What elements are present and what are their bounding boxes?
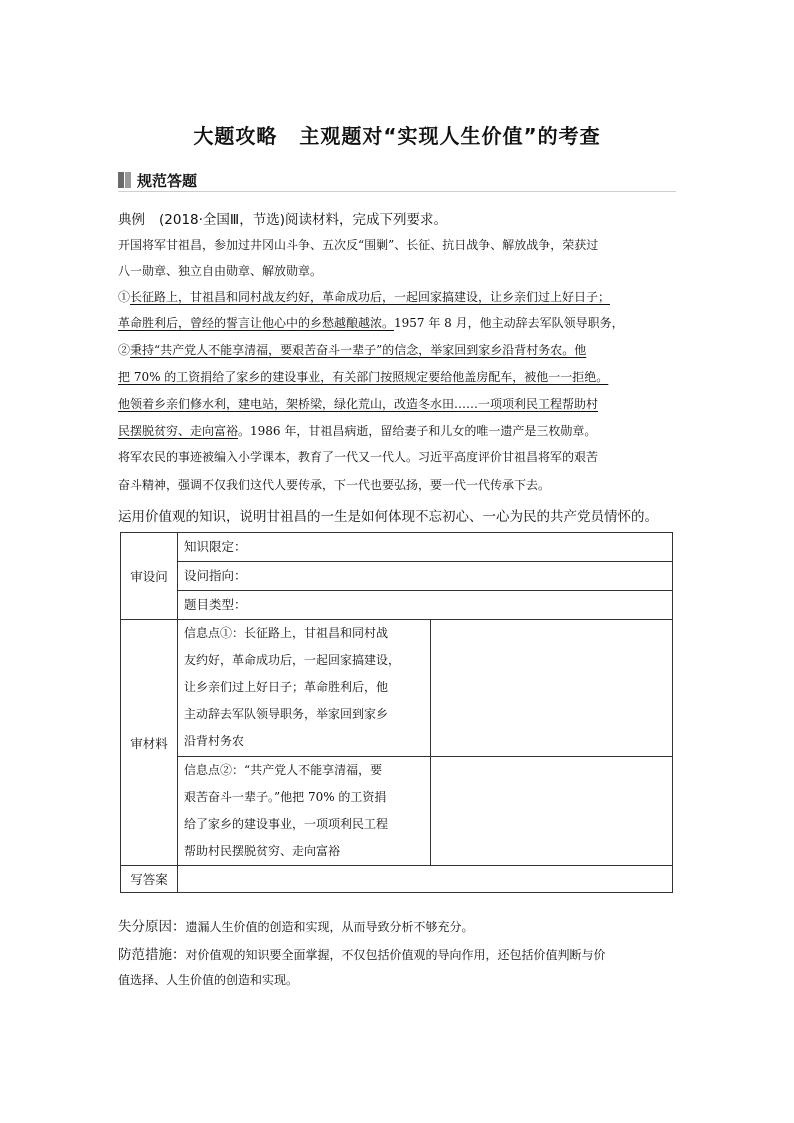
question-text: 运用价值观的知识，说明甘祖昌的一生是如何体现不忘初心、一心为民的共产党员情怀的。: [118, 509, 658, 525]
loss-cause-label: 失分原因：: [118, 919, 186, 935]
section-marker-icon-secondary: [125, 172, 131, 188]
info-point-1-cell: 信息点①：长征路上，甘祖昌和同村战 友约好，革命成功后，一起回家搞建设， 让乡亲们过上好日子；革命胜利后，他 主动辞去军队领导职务，举家回到家乡 沿背村务农: [178, 620, 431, 757]
p1-marker: ①: [118, 290, 131, 304]
p2-marker: ②: [118, 343, 131, 357]
material-p1-line1: [118, 288, 610, 305]
page-title: [0, 120, 794, 149]
material-p2-line1: [118, 341, 586, 358]
p2-line1-text: 秉持“共产党人不能享清福，要艰苦奋斗一辈子”的信念，举家回到家乡沿背村务农。他: [130, 343, 587, 357]
material-intro-line2: 八一勋章、独立自由勋章、解放勋章。: [118, 264, 323, 278]
section-divider: [118, 191, 676, 192]
xie-da-an-label: 写答案: [121, 866, 178, 893]
loss-cause-text: 遗漏人生价值的创造和实现，从而导致分析不够充分。: [185, 920, 474, 934]
shen-cai-label: 审材料: [121, 620, 178, 866]
title-part1: 大题攻略: [193, 124, 278, 148]
example-heading: [118, 208, 447, 228]
p1-line1-text: 长征路上，甘祖昌和同村战友约好，革命成功后，一起回家搞建设，让乡亲们过上好日子；: [130, 290, 611, 304]
info-point-2-answer-cell[interactable]: [431, 757, 673, 866]
section-heading: [118, 170, 197, 190]
p2-line4-underlined: 民摆脱贫穷、走向富裕: [118, 424, 239, 438]
prevention-text-line1: 对价值观的知识要全面掌握，不仅包括价值观的导向作用，还包括价值判断与价: [185, 948, 606, 962]
prevention-text-line2: 值选择、人生价值的创造和实现。: [118, 973, 299, 987]
example-source: (2018·全国Ⅲ，节选)阅读材料，完成下列要求。: [159, 212, 447, 228]
example-label: 典例: [118, 212, 145, 228]
answer-cell[interactable]: [178, 866, 673, 893]
shen-wen-label: 审设问: [121, 533, 178, 620]
section-label: 规范答题: [137, 171, 198, 190]
material-p2-line2: 把 70% 的工资捐给了家乡的建设事业，有关部门按照规定要给他盖房配车，被他一一拒绝。: [118, 370, 609, 384]
prevention-measure: [118, 943, 606, 963]
p1-line2-rest: 1957 年 8 月，他主动辞去军队领导职务，: [394, 316, 624, 330]
material-p1-line2: [118, 314, 624, 331]
material-p3-line2: 奋斗精神，强调不仅我们这代人要传承，下一代也要弘扬，要一代一代传承下去。: [118, 478, 551, 492]
section-marker-icon: [118, 172, 124, 188]
question-type-cell[interactable]: 题目类型：: [178, 591, 673, 620]
info-point-2-cell: 信息点②：“共产党人不能享清福，要 艰苦奋斗一辈子。”他把 70% 的工资捐 给了家乡的建设事业，一项项利民工程 帮助村民摆脱贫穷、走向富裕: [178, 757, 431, 866]
title-part2: 主观题对“实现人生价值”的考查: [299, 124, 601, 148]
p1-line2-underlined: 革命胜利后，曾经的誓言让他心中的乡愁越酿越浓。: [118, 316, 395, 330]
material-p2-line3: 他领着乡亲们修水利，建电站，架桥梁，绿化荒山，改造冬水田……一项项利民工程帮助村: [118, 397, 599, 411]
material-p3-line1: 将军农民的事迹被编入小学课本，教育了一代又一代人。习近平高度评价甘祖昌将军的艰苦: [118, 450, 599, 464]
knowledge-limit-cell[interactable]: 知识限定：: [178, 533, 673, 562]
info-point-1-answer-cell[interactable]: [431, 620, 673, 757]
material-p2-line4: [118, 422, 596, 439]
prevention-label: 防范措施：: [118, 947, 186, 963]
analysis-table: [120, 532, 673, 893]
p2-line4-rest: 。1986 年，甘祖昌病逝，留给妻子和儿女的唯一遗产是三枚勋章。: [238, 424, 597, 438]
material-intro-line1: 开国将军甘祖昌，参加过井冈山斗争、五次反“围剿”、长征、抗日战争、解放战争，荣获过: [118, 238, 599, 252]
loss-cause: [118, 915, 474, 935]
question-direction-cell[interactable]: 设问指向：: [178, 562, 673, 591]
